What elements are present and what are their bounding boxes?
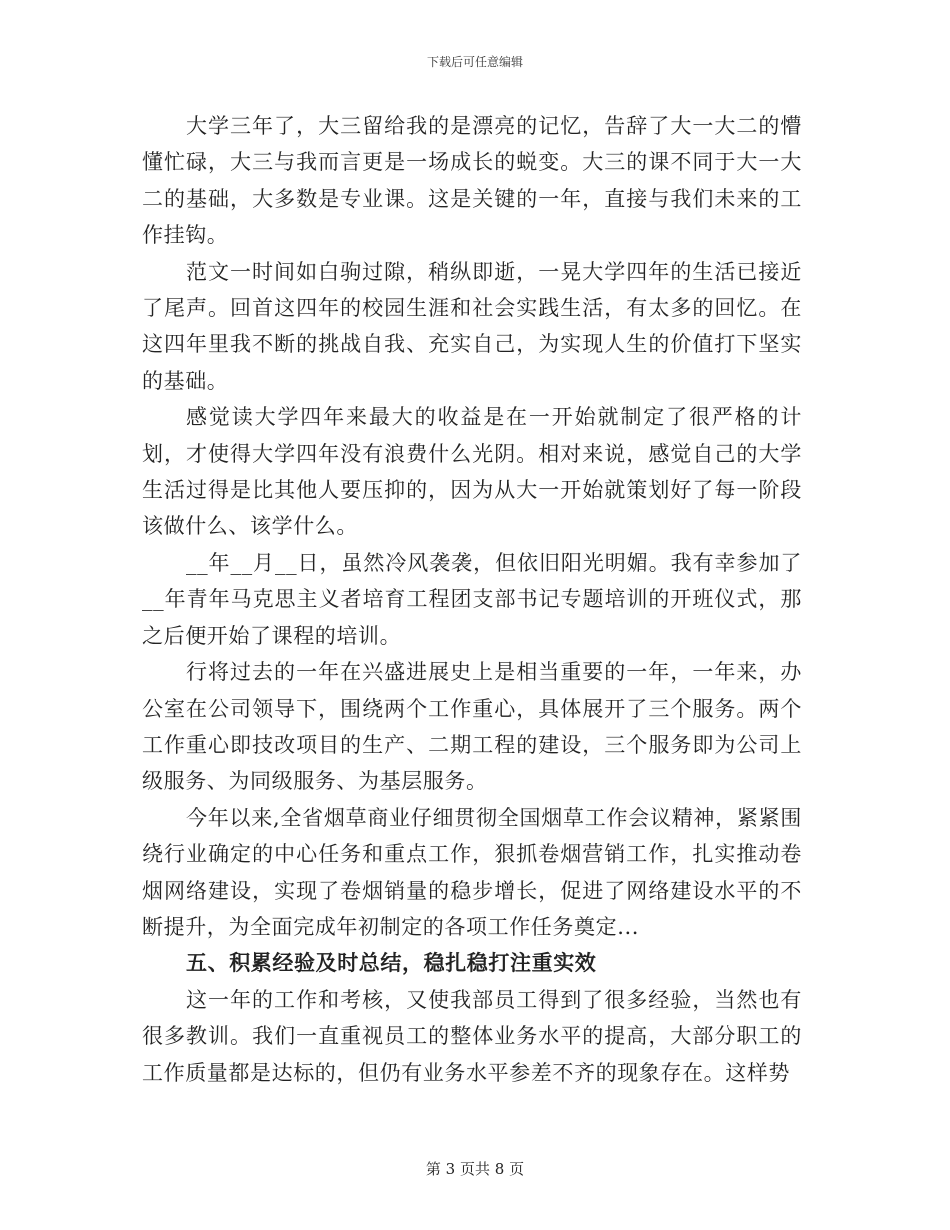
paragraph-2: 范文一时间如白驹过隙，稍纵即逝，一晃大学四年的生活已接近了尾声。回首这四年的校园生涯和社会实践生活，有太多的回忆。在这四年里我不断的挑战自我、充实自己，为实现人生的价值打下坚实的基础。 — [142, 259, 802, 393]
paragraph-4: __年__月__日，虽然冷风袭袭，但依旧阳光明媚。我有幸参加了__年青年马克思主义者培育工程团支部书记专题培训的开班仪式，那之后便开始了课程的培训。 — [142, 550, 802, 648]
page-header: 下载后可任意编辑 — [426, 55, 523, 69]
paragraph-6: 今年以来,全省烟草商业仔细贯彻全国烟草工作会议精神，紧紧围绕行业确定的中心任务和重点工作，狠抓卷烟营销工作，扎实推动卷烟网络建设，实现了卷烟销量的稳步增长，促进了网络建设水平的不断提升，为全面完成年初制定的各项工作任务奠定... — [142, 805, 802, 939]
document-body — [142, 108, 802, 1091]
paragraph-3: 感觉读大学四年来最大的收益是在一开始就制定了很严格的计划，才使得大学四年没有浪费什么光阴。相对来说，感觉自己的大学生活过得是比其他人要压抑的，因为从大一开始就策划好了每一阶段该做什么、该学什么。 — [142, 405, 802, 539]
paragraph-1: 大学三年了，大三留给我的是漂亮的记忆，告辞了大一大二的懵懂忙碌，大三与我而言更是一场成长的蜕变。大三的课不同于大一大二的基础，大多数是专业课。这是关键的一年，直接与我们未来的工作挂钩。 — [142, 114, 802, 248]
closing-paragraph: 这一年的工作和考核，又使我部员工得到了很多经验，当然也有很多教训。我们一直重视员工的整体业务水平的提高，大部分职工的工作质量都是达标的，但仍有业务水平参差不齐的现象存在。这样势 — [142, 987, 802, 1085]
paragraph-5: 行将过去的一年在兴盛进展史上是相当重要的一年，一年来，办公室在公司领导下，围绕两个工作重心，具体展开了三个服务。两个工作重心即技改项目的生产、二期工程的建设，三个服务即为公司上级服务、为同级服务、为基层服务。 — [142, 660, 802, 794]
section-heading: 五、积累经验及时总结，稳扎稳打注重实效 — [186, 950, 597, 976]
page-footer: 第 3 页共 8 页 — [425, 1160, 525, 1178]
